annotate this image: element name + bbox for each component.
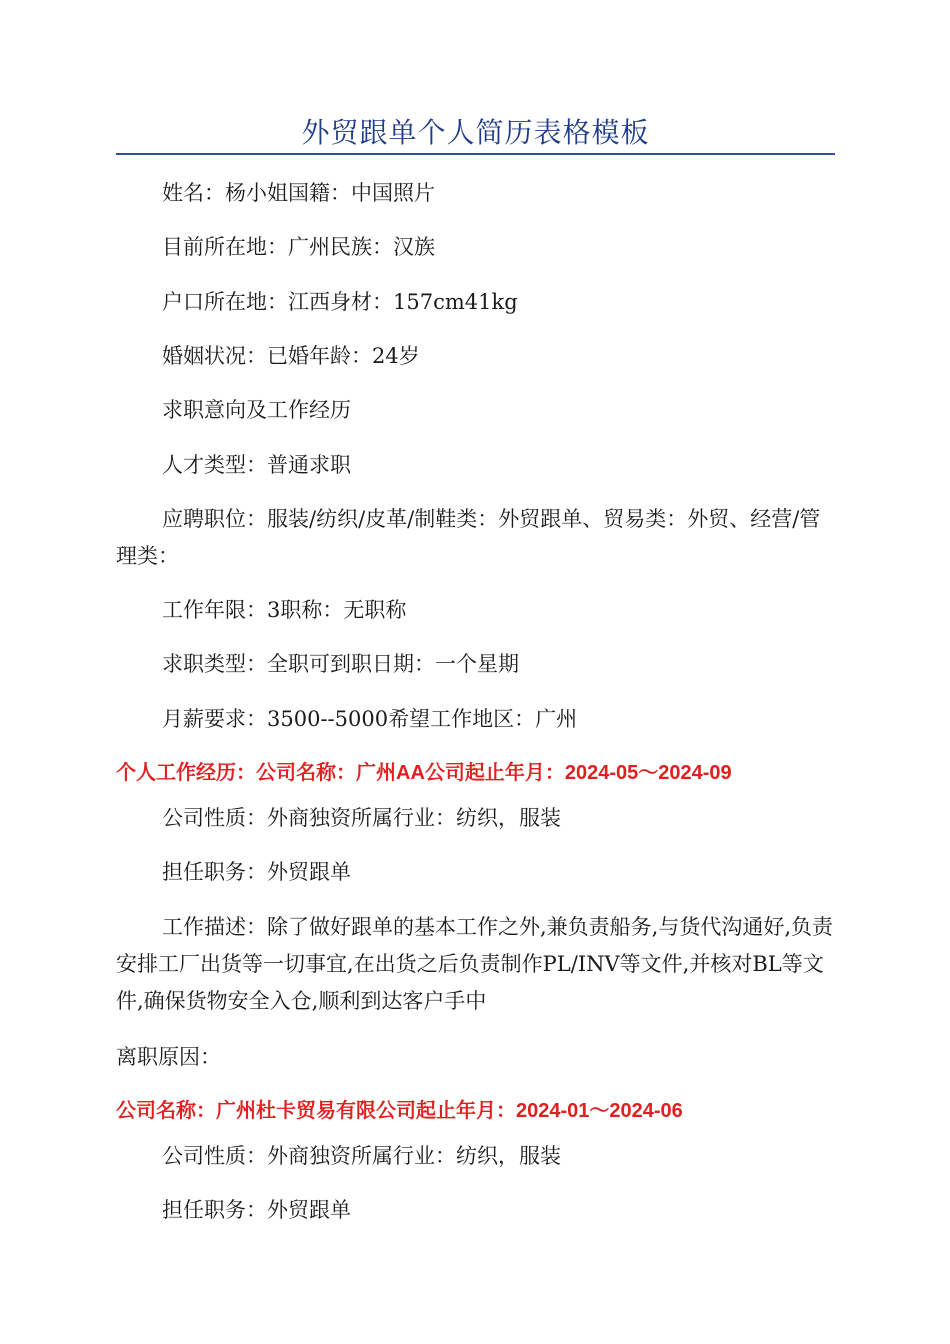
leave-reason-line: 离职原因： xyxy=(116,1045,221,1069)
title-underline xyxy=(116,153,835,155)
job-type-line: 求职类型：全职可到职日期：一个星期 xyxy=(162,652,519,676)
basic-info-hukou-line: 户口所在地：江西身材：157cm41kg xyxy=(162,290,518,314)
company-nature-line-2: 公司性质：外商独资所属行业：纺织，服装 xyxy=(162,1144,561,1168)
basic-info-marital-line: 婚姻状况：已婚年龄：24岁 xyxy=(162,344,420,368)
company-nature-line-1: 公司性质：外商独资所属行业：纺织，服装 xyxy=(162,806,561,830)
basic-info-location-line: 目前所在地：广州民族：汉族 xyxy=(162,235,435,259)
role-line-1: 担任职务：外贸跟单 xyxy=(162,860,351,884)
experience-heading-2: 公司名称：广州杜卡贸易有限公司起止年月：2024-01～2024-06 xyxy=(116,1100,683,1122)
applied-position-text: 应聘职位：服装/纺织/皮革/制鞋类：外贸跟单、贸易类：外贸、经营/管理类： xyxy=(116,507,821,568)
work-years-line: 工作年限：3职称：无职称 xyxy=(162,598,407,622)
applied-position-paragraph xyxy=(116,501,835,575)
work-description-text: 工作描述：除了做好跟单的基本工作之外,兼负责船务,与货代沟通好,负责安排工厂出货等一切事宜,在出货之后负责制作PL/INV等文件,并核对BL等文件,确保货物安全入仓,顺利到达客户手中 xyxy=(116,915,834,1013)
basic-info-name-line: 姓名：杨小姐国籍：中国照片 xyxy=(162,181,435,205)
experience-heading-1: 个人工作经历：公司名称：广州AA公司起止年月：2024-05～2024-09 xyxy=(116,762,732,784)
page-title: 外贸跟单个人简历表格模板 xyxy=(301,116,650,149)
section-intent-label: 求职意向及工作经历 xyxy=(162,398,351,422)
work-description-paragraph xyxy=(116,909,835,1020)
talent-type-line: 人才类型：普通求职 xyxy=(162,453,351,477)
role-line-2: 担任职务：外贸跟单 xyxy=(162,1198,351,1222)
salary-line: 月薪要求：3500--5000希望工作地区：广州 xyxy=(162,707,578,731)
